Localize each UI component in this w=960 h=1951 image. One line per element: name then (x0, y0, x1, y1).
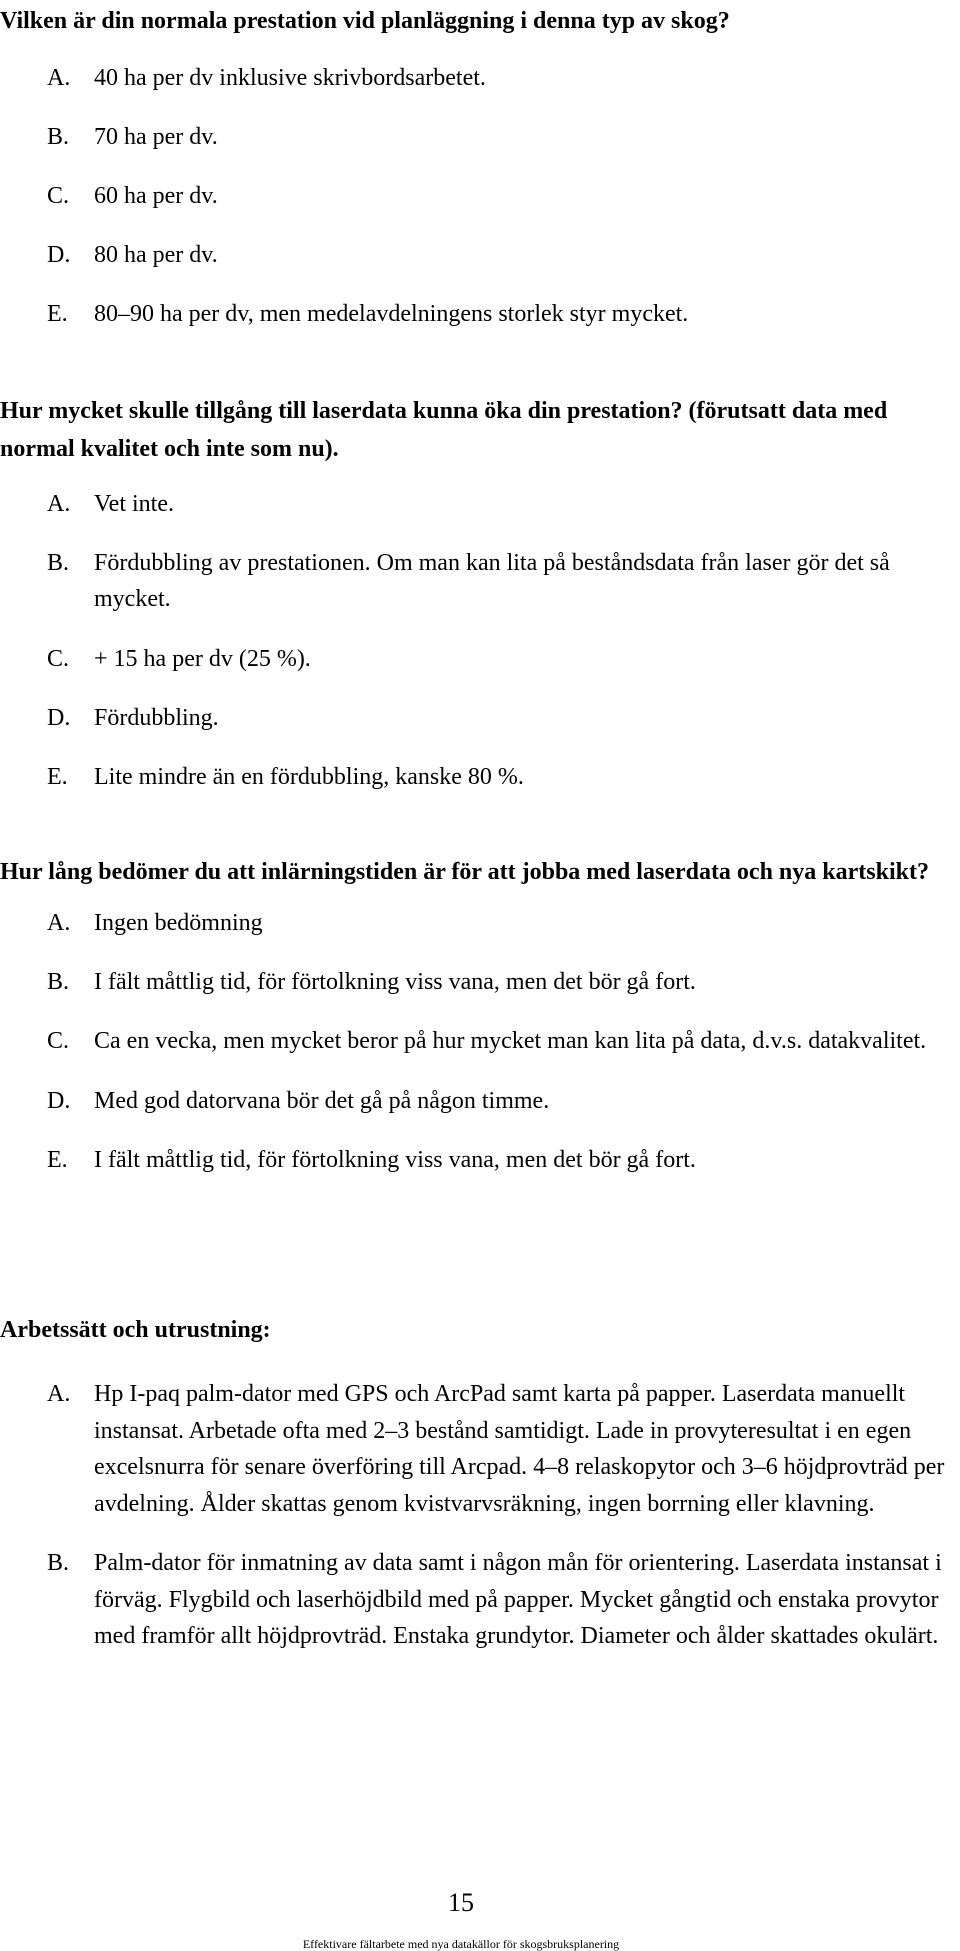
item-letter: A. (47, 1381, 71, 1407)
option-letter: A. (47, 910, 71, 936)
equipment-section (0, 1311, 950, 1678)
option-item (0, 119, 950, 155)
question-block-2 (0, 392, 950, 818)
question-block-3 (0, 853, 950, 1201)
option-item (0, 641, 950, 677)
option-letter: C. (47, 646, 70, 672)
option-text: + 15 ha per dv (25 %). (94, 646, 311, 672)
option-text: 80–90 ha per dv, men medelavdelningens storlek styr mycket. (94, 301, 689, 327)
option-letter: C. (47, 1028, 70, 1054)
option-text: 70 ha per dv. (94, 124, 218, 150)
option-text: 80 ha per dv. (94, 242, 218, 268)
page-footer: Effektivare fältarbete med nya datakällor för skogsbruksplanering (302, 1937, 620, 1951)
option-text: Fördubbling av prestationen. Om man kan lita på beståndsdata från laser gör det så mycket. (94, 550, 890, 612)
option-letter: E. (47, 301, 68, 327)
option-letter: E. (47, 764, 68, 790)
option-text: I fält måttlig tid, för förtolkning viss vana, men det bör gå fort. (94, 969, 696, 995)
question-3-text: Hur lång bedömer du att inlärningstiden är för att jobba med laserdata och nya kartskikt? (0, 859, 929, 885)
question-1-text: Vilken är din normala prestation vid planläggning i denna typ av skog? (0, 8, 730, 34)
option-item (0, 237, 950, 273)
question-2-options (0, 486, 950, 795)
option-item (0, 296, 950, 332)
option-text: I fält måttlig tid, för förtolkning viss vana, men det bör gå fort. (94, 1147, 696, 1173)
option-letter: B. (47, 550, 70, 576)
option-item (0, 905, 950, 941)
option-text: Ca en vecka, men mycket beror på hur mycket man kan lita på data, d.v.s. datakvalitet. (94, 1028, 927, 1054)
question-block-1 (0, 2, 950, 355)
option-text: Med god datorvana bör det gå på någon timme. (94, 1088, 550, 1114)
equipment-items (0, 1376, 950, 1655)
question-2-text: Hur mycket skulle tillgång till laserdata kunna öka din prestation? (förutsatt data med normal kvalitet och inte som nu). (0, 398, 888, 462)
option-item (0, 1083, 950, 1119)
option-text: Ingen bedömning (94, 910, 263, 936)
option-text: Vet inte. (94, 491, 174, 517)
option-letter: D. (47, 242, 71, 268)
option-item (0, 759, 950, 795)
option-letter: A. (47, 491, 71, 517)
option-item (0, 1023, 950, 1059)
option-letter: C. (47, 183, 70, 209)
item-text: Hp I-paq palm-dator med GPS och ArcPad samt karta på papper. Laserdata manuellt instansat. Arbetade ofta med 2–3 bestånd samtidigt. Lade in provyteresultat i en egen excelsnurra för senare överföring till Arcpad. 4–8 relaskopytor och 3–6 höjdprovträd per avdelning. Ålder skattas genom kvistvarvsräkning, ingen borrning eller klavning. (94, 1381, 945, 1517)
option-item (0, 545, 950, 617)
option-text: Lite mindre än en fördubbling, kanske 80 %. (94, 764, 524, 790)
equipment-item (0, 1376, 950, 1522)
equipment-item (0, 1545, 950, 1655)
option-letter: A. (47, 65, 71, 91)
option-letter: B. (47, 969, 70, 995)
item-text: Palm-dator för inmatning av data samt i någon mån för orientering. Laserdata instansat i förväg. Flygbild och laserhöjdbild med på papper. Mycket gångtid och enstaka provytor med framför allt höjdprovträd. Enstaka grundytor. Diameter och ålder skattades okulärt. (94, 1550, 942, 1649)
option-text: 60 ha per dv. (94, 183, 218, 209)
option-text: 40 ha per dv inklusive skrivbordsarbetet. (94, 65, 486, 91)
item-letter: B. (47, 1550, 70, 1576)
question-1-options (0, 60, 950, 332)
option-item (0, 486, 950, 522)
option-item (0, 60, 950, 96)
question-3-options (0, 905, 950, 1178)
option-letter: B. (47, 124, 70, 150)
option-item (0, 178, 950, 214)
option-item (0, 700, 950, 736)
option-item (0, 1142, 950, 1178)
option-text: Fördubbling. (94, 705, 219, 731)
option-letter: E. (47, 1147, 68, 1173)
option-letter: D. (47, 1088, 71, 1114)
page-number: 15 (448, 1888, 474, 1917)
section-heading: Arbetssätt och utrustning: (0, 1317, 271, 1343)
option-letter: D. (47, 705, 71, 731)
option-item (0, 964, 950, 1000)
